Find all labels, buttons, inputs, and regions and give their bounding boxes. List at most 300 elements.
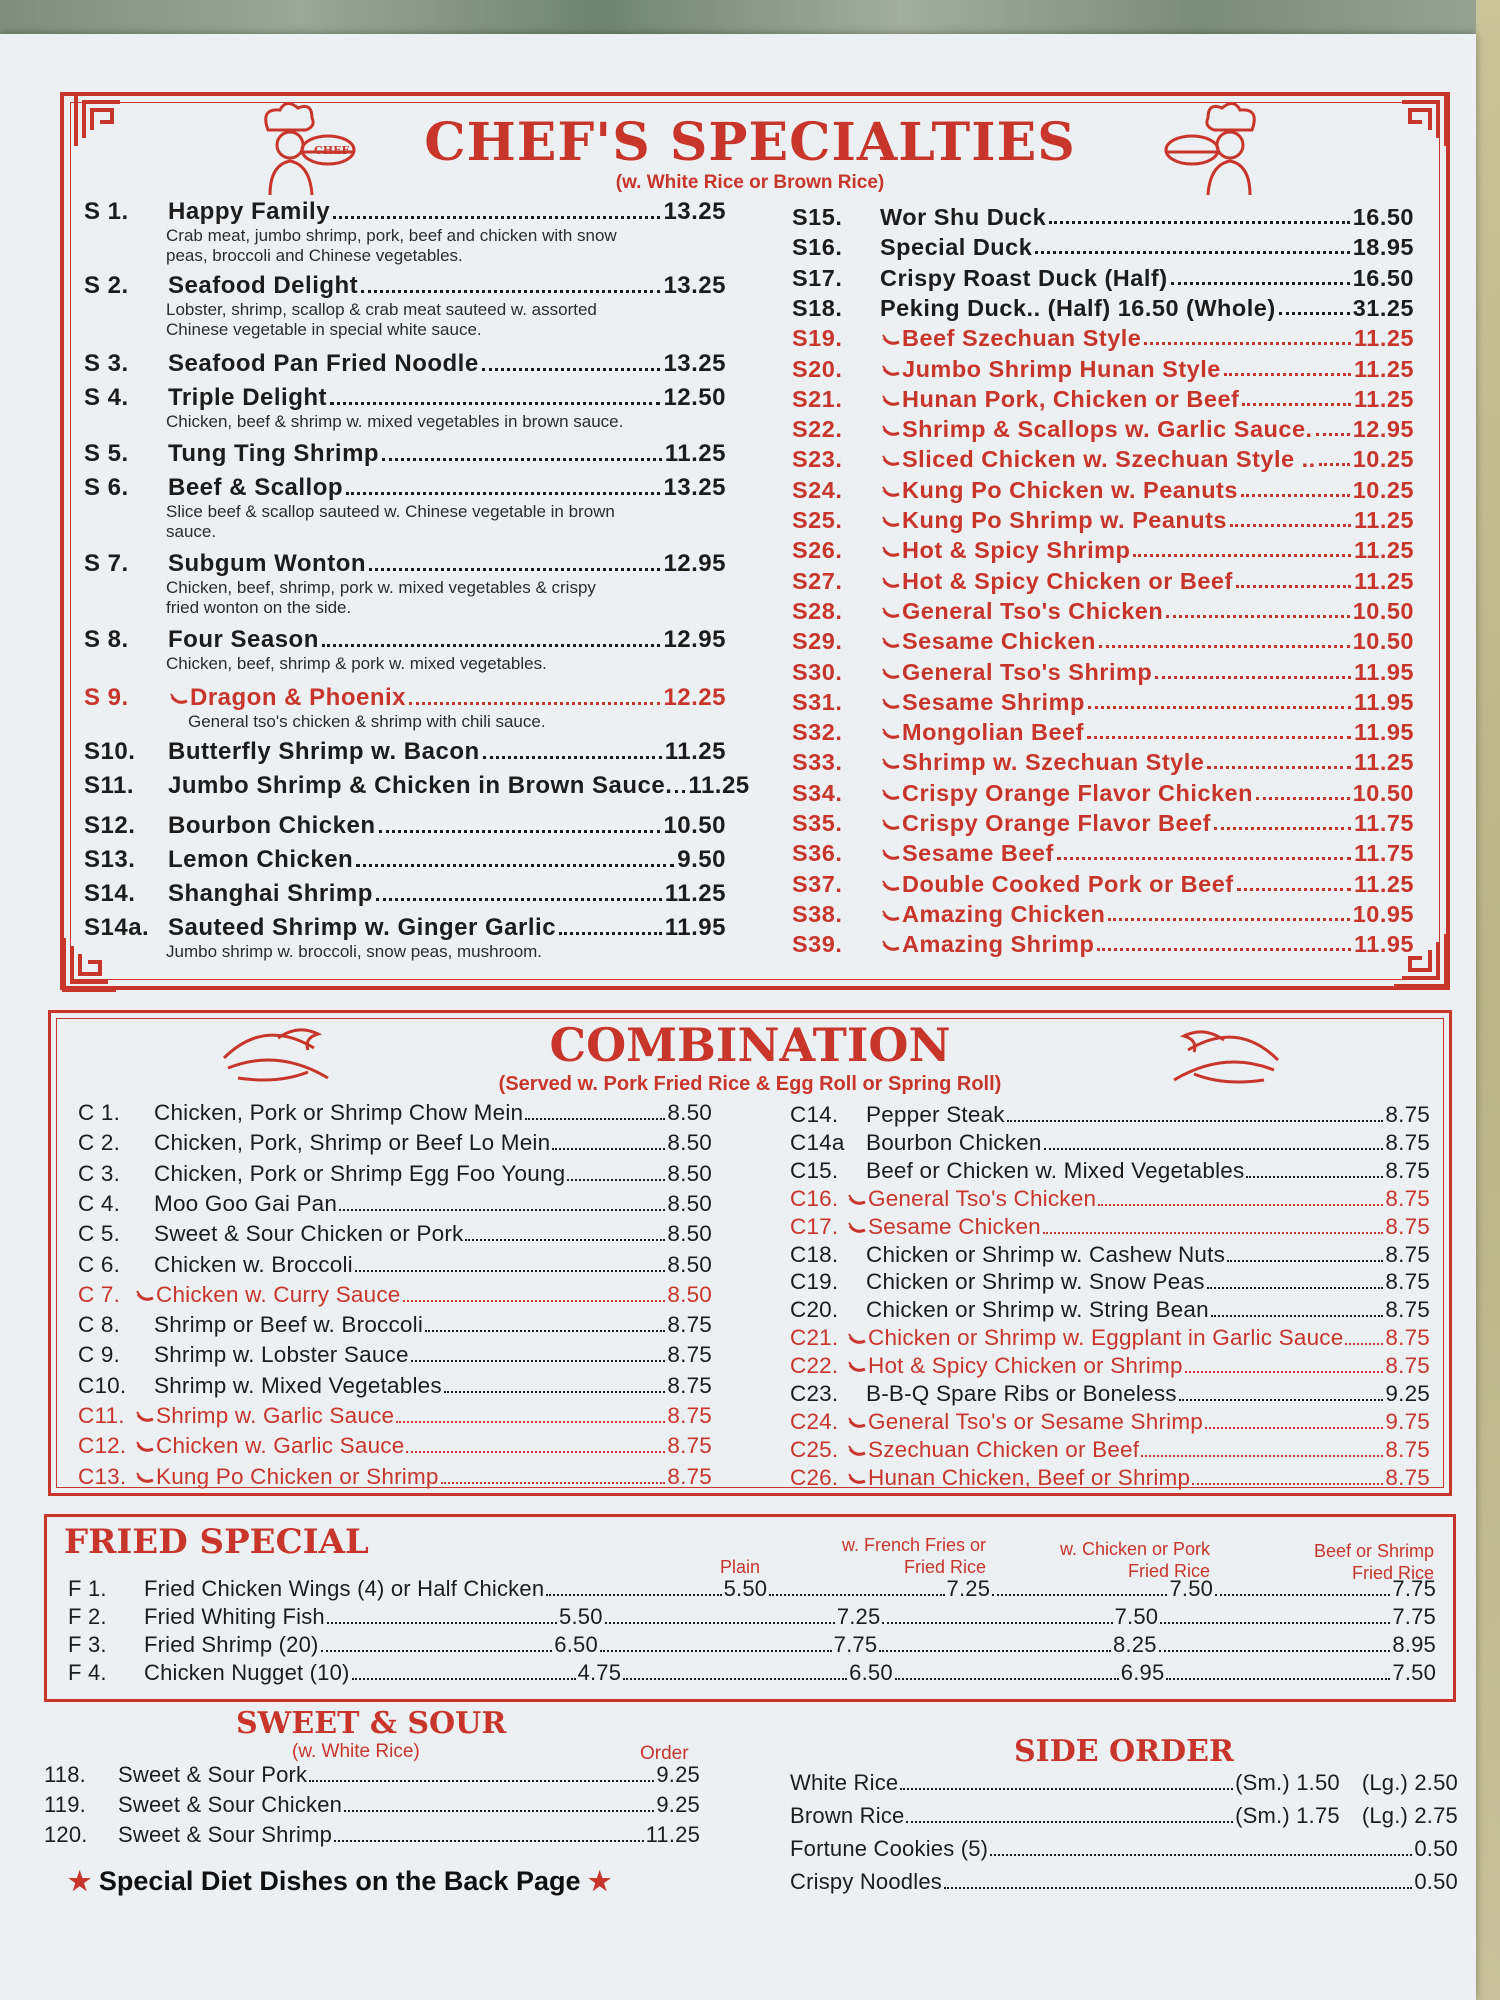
sweet-sour-row bbox=[44, 1762, 700, 1788]
item-number: S30. bbox=[792, 658, 843, 685]
item-description: Chinese vegetable in special white sauce. bbox=[166, 320, 482, 339]
item-name: Kung Po Chicken or Shrimp bbox=[156, 1463, 439, 1489]
specialty-row bbox=[84, 684, 726, 712]
hot-pepper-icon bbox=[882, 668, 900, 680]
item-price: 10.50 bbox=[663, 812, 726, 839]
specialty-item bbox=[792, 840, 1414, 867]
item-name: Hot & Spicy Chicken or Shrimp bbox=[868, 1353, 1183, 1379]
item-number: C16. bbox=[790, 1185, 839, 1211]
item-price: 8.75 bbox=[1385, 1213, 1430, 1239]
item-description: General tso's chicken & shrimp with chili sauce. bbox=[188, 712, 546, 731]
item-price: 9.75 bbox=[1385, 1408, 1430, 1434]
item-price: 8.50 bbox=[667, 1130, 712, 1156]
item-price: 11.25 bbox=[664, 880, 726, 907]
item-number: S 6. bbox=[84, 474, 129, 501]
dot-leader bbox=[992, 1594, 1167, 1596]
specialty-item bbox=[792, 659, 1414, 686]
fried-price: 4.75 bbox=[577, 1660, 622, 1685]
item-number: C18. bbox=[790, 1241, 839, 1267]
item-name: Chicken or Shrimp w. Eggplant in Garlic Sauce bbox=[868, 1325, 1344, 1351]
item-name: Kung Po Shrimp w. Peanuts bbox=[902, 507, 1227, 533]
item-number: S11. bbox=[84, 772, 135, 799]
combination-item bbox=[78, 1433, 712, 1459]
fried-special-title: FRIED SPECIAL bbox=[64, 1522, 369, 1562]
dot-leader bbox=[403, 1300, 666, 1302]
combination-row bbox=[78, 1433, 712, 1459]
specialty-item bbox=[792, 416, 1414, 443]
item-name: Subgum Wonton bbox=[168, 550, 367, 577]
specialty-item bbox=[792, 901, 1414, 928]
item-number: F 2. bbox=[68, 1604, 107, 1629]
item-number: C 5. bbox=[78, 1221, 121, 1247]
fried-price: 7.75 bbox=[1392, 1604, 1436, 1629]
item-number: C20. bbox=[790, 1297, 839, 1323]
item-name: Tung Ting Shrimp bbox=[168, 440, 380, 467]
special-diet-text: Special Diet Dishes on the Back Page bbox=[98, 1866, 581, 1896]
specialty-row bbox=[84, 626, 726, 654]
specialty-item bbox=[792, 537, 1414, 564]
item-name: Shrimp or Beef w. Broccoli bbox=[154, 1312, 424, 1338]
item-name: General Tso's or Sesame Shrimp bbox=[868, 1408, 1204, 1434]
specialty-row bbox=[792, 871, 1414, 898]
item-name: Kung Po Chicken w. Peanuts bbox=[902, 476, 1238, 503]
item-price: 13.25 bbox=[663, 474, 726, 501]
dot-leader bbox=[1224, 373, 1351, 376]
item-number: 118. bbox=[44, 1762, 86, 1787]
item-price: 8.50 bbox=[667, 1221, 712, 1247]
fried-price: 7.25 bbox=[946, 1576, 991, 1601]
specialty-item bbox=[84, 738, 726, 766]
item-price: 8.75 bbox=[667, 1433, 712, 1459]
item-name: Chicken, Pork or Shrimp Chow Mein bbox=[154, 1100, 524, 1125]
specialty-item bbox=[84, 198, 726, 266]
dot-leader bbox=[1215, 1594, 1390, 1596]
dot-leader bbox=[1256, 797, 1350, 800]
item-price: 11.75 bbox=[1353, 810, 1414, 836]
fried-price: 7.50 bbox=[1169, 1576, 1214, 1601]
item-number: C10. bbox=[78, 1372, 127, 1398]
dot-leader bbox=[1108, 918, 1349, 921]
star-icon: ★ bbox=[68, 1866, 92, 1896]
item-price: 11.25 bbox=[1353, 537, 1414, 564]
specialty-row bbox=[84, 350, 726, 378]
item-price: 8.75 bbox=[1385, 1129, 1430, 1155]
side-order-row bbox=[790, 1869, 1458, 1895]
combination-item bbox=[78, 1464, 712, 1490]
item-number: S20. bbox=[792, 355, 843, 382]
svg-text:CHEF: CHEF bbox=[314, 144, 350, 157]
specialty-row bbox=[792, 659, 1414, 686]
fried-header-chicken-pork: w. Chicken or Pork Fried Rice bbox=[1059, 1539, 1210, 1581]
hot-pepper-icon bbox=[882, 365, 900, 377]
dot-leader bbox=[1242, 403, 1351, 406]
specialty-item bbox=[84, 440, 726, 468]
specialty-item bbox=[792, 689, 1414, 716]
item-price: 8.50 bbox=[667, 1251, 712, 1277]
hot-pepper-icon bbox=[882, 546, 900, 558]
dot-leader bbox=[327, 1622, 557, 1624]
item-number: S31. bbox=[792, 688, 843, 715]
item-number: C12. bbox=[78, 1433, 127, 1459]
dot-leader bbox=[1246, 1176, 1383, 1178]
item-number: S22. bbox=[792, 416, 843, 443]
specialty-item bbox=[84, 350, 726, 378]
specialty-item bbox=[84, 626, 726, 674]
item-price: 11.25 bbox=[1353, 567, 1414, 594]
item-price: 0.50 bbox=[1414, 1836, 1458, 1861]
dot-leader bbox=[355, 1270, 666, 1272]
specialty-item bbox=[84, 384, 726, 432]
combination-item bbox=[78, 1100, 712, 1126]
item-name: Seafood Pan Fried Noodle bbox=[168, 350, 479, 377]
item-number: F 4. bbox=[68, 1660, 107, 1685]
combination-item bbox=[790, 1158, 1430, 1184]
fried-price: 7.50 bbox=[1392, 1660, 1437, 1685]
sweet-sour-row bbox=[44, 1792, 700, 1818]
specialty-item bbox=[792, 628, 1414, 655]
item-number: S37. bbox=[792, 870, 843, 897]
item-name: Sesame Chicken bbox=[902, 628, 1096, 655]
fried-price: 7.50 bbox=[1114, 1604, 1159, 1629]
item-number: 119. bbox=[44, 1792, 86, 1817]
dot-leader bbox=[1141, 1455, 1383, 1457]
item-name: Crispy Orange Flavor Beef bbox=[902, 810, 1211, 836]
item-number: C 1. bbox=[78, 1100, 121, 1125]
dot-leader bbox=[382, 458, 662, 461]
large-price: (Lg.) 2.50 bbox=[1361, 1770, 1458, 1795]
specialty-row bbox=[792, 689, 1414, 716]
specialty-row bbox=[792, 204, 1414, 231]
item-number: S29. bbox=[792, 628, 843, 655]
item-name: Hot & Spicy Chicken or Beef bbox=[902, 567, 1233, 594]
specialty-row bbox=[792, 386, 1414, 413]
item-price: 10.25 bbox=[1352, 446, 1414, 473]
hot-pepper-icon bbox=[882, 425, 900, 437]
item-name: Sweet & Sour Chicken bbox=[118, 1792, 343, 1817]
dot-leader bbox=[1207, 766, 1351, 769]
item-price: 8.75 bbox=[667, 1463, 712, 1489]
item-name: Hot & Spicy Shrimp bbox=[902, 537, 1131, 564]
specialty-row bbox=[84, 440, 726, 468]
dot-leader bbox=[1227, 1260, 1383, 1262]
fried-price: 8.95 bbox=[1392, 1632, 1436, 1657]
side-order-row bbox=[790, 1836, 1458, 1862]
dot-leader bbox=[1035, 251, 1349, 254]
specialty-row bbox=[792, 477, 1414, 504]
side-order-row bbox=[790, 1770, 1458, 1796]
item-number: C21. bbox=[790, 1325, 839, 1351]
item-name: Triple Delight bbox=[168, 384, 328, 411]
item-price: 8.75 bbox=[1385, 1157, 1430, 1183]
dot-leader bbox=[1207, 1287, 1384, 1289]
item-name: Fortune Cookies (5) bbox=[790, 1836, 989, 1861]
combination-row bbox=[790, 1186, 1430, 1212]
item-price: 11.25 bbox=[1353, 870, 1414, 897]
item-number: C19. bbox=[790, 1269, 839, 1295]
item-name: Sweet & Sour Pork bbox=[118, 1762, 308, 1787]
item-number: S25. bbox=[792, 507, 843, 533]
dot-leader bbox=[339, 1209, 665, 1211]
item-name: Crispy Orange Flavor Chicken bbox=[902, 779, 1253, 806]
item-name: Lemon Chicken bbox=[168, 846, 354, 873]
item-price: 8.75 bbox=[1385, 1185, 1430, 1211]
item-name: Amazing Chicken bbox=[902, 900, 1106, 927]
item-number: C14. bbox=[790, 1102, 839, 1127]
combination-item bbox=[78, 1130, 712, 1156]
hot-pepper-icon bbox=[882, 395, 900, 407]
item-price: 12.50 bbox=[663, 384, 726, 411]
specialty-item bbox=[84, 684, 726, 732]
hot-pepper-icon bbox=[848, 1194, 866, 1206]
combination-title: COMBINATION bbox=[549, 1018, 951, 1072]
sweet-sour-row bbox=[44, 1822, 700, 1848]
item-name: Double Cooked Pork or Beef bbox=[902, 870, 1234, 897]
dot-leader bbox=[1049, 221, 1350, 224]
item-name: Hunan Chicken, Beef or Shrimp bbox=[868, 1464, 1191, 1490]
dot-leader bbox=[1166, 1678, 1390, 1680]
item-price: 8.50 bbox=[667, 1100, 712, 1125]
specialty-item bbox=[792, 719, 1414, 746]
item-price: 12.25 bbox=[663, 684, 726, 711]
item-number: C 3. bbox=[78, 1160, 121, 1186]
item-number: S13. bbox=[84, 846, 136, 873]
combination-item bbox=[78, 1191, 712, 1217]
item-price: 13.25 bbox=[663, 272, 726, 299]
dot-leader bbox=[361, 290, 660, 293]
specialty-row bbox=[84, 384, 726, 412]
item-number: S 5. bbox=[84, 440, 129, 467]
dot-leader bbox=[1043, 1232, 1384, 1234]
item-name: Chicken Nugget (10) bbox=[144, 1660, 350, 1685]
item-price: 8.50 bbox=[667, 1281, 712, 1307]
dot-leader bbox=[1211, 1315, 1384, 1317]
combination-item bbox=[790, 1465, 1430, 1491]
item-price: 11.95 bbox=[1353, 658, 1414, 685]
item-number: C26. bbox=[790, 1464, 839, 1490]
item-price: 11.25 bbox=[1353, 325, 1414, 352]
item-name: Sweet & Sour Chicken or Pork bbox=[154, 1221, 464, 1247]
specialty-item bbox=[792, 780, 1414, 807]
item-number: C13. bbox=[78, 1463, 127, 1489]
dot-leader bbox=[1241, 494, 1350, 497]
star-icon: ★ bbox=[588, 1866, 612, 1896]
item-price: 16.50 bbox=[1352, 204, 1414, 230]
specialty-row bbox=[792, 628, 1414, 655]
item-number: C17. bbox=[790, 1213, 839, 1239]
specialty-row bbox=[792, 901, 1414, 928]
dot-leader bbox=[1185, 1371, 1384, 1373]
item-name: Beef & Scallop bbox=[168, 474, 344, 501]
specialty-item bbox=[84, 474, 726, 542]
combination-item bbox=[78, 1403, 712, 1429]
item-price: 11.25 bbox=[688, 772, 750, 799]
item-name: Wor Shu Duck bbox=[880, 204, 1047, 230]
item-number: S35. bbox=[792, 810, 843, 836]
item-number: S10. bbox=[84, 738, 136, 765]
hot-pepper-icon bbox=[848, 1445, 866, 1457]
fried-price: 7.75 bbox=[1392, 1576, 1437, 1601]
dot-leader bbox=[1155, 676, 1351, 679]
large-price: (Lg.) 2.75 bbox=[1361, 1803, 1458, 1828]
item-name: Shrimp w. Mixed Vegetables bbox=[154, 1372, 442, 1398]
fried-row bbox=[68, 1576, 1436, 1602]
item-description: peas, broccoli and Chinese vegetables. bbox=[166, 246, 463, 265]
item-price: 8.75 bbox=[1385, 1297, 1430, 1323]
combination-item bbox=[790, 1102, 1430, 1128]
dot-leader bbox=[1166, 615, 1350, 618]
dot-leader bbox=[1160, 1622, 1390, 1624]
item-name: Sesame Beef bbox=[902, 840, 1054, 867]
item-name: Sweet & Sour Shrimp bbox=[118, 1822, 333, 1847]
dot-leader bbox=[406, 1451, 665, 1453]
dot-leader bbox=[376, 898, 662, 901]
specialty-item bbox=[792, 568, 1414, 595]
item-name: Dragon & Phoenix bbox=[190, 684, 407, 711]
item-price: 11.95 bbox=[664, 914, 726, 941]
item-price: 8.50 bbox=[667, 1190, 712, 1216]
dot-leader bbox=[605, 1622, 835, 1624]
combination-item bbox=[790, 1325, 1430, 1351]
item-number: S21. bbox=[792, 385, 843, 412]
item-price: 10.95 bbox=[1352, 900, 1414, 927]
item-name: B-B-Q Spare Ribs or Boneless bbox=[866, 1381, 1177, 1406]
item-price: 11.95 bbox=[1353, 688, 1414, 715]
item-number: S36. bbox=[792, 840, 843, 867]
dot-leader bbox=[879, 1650, 1111, 1652]
dot-leader bbox=[482, 368, 661, 371]
specialty-item bbox=[792, 810, 1414, 837]
item-name: Chicken or Shrimp w. String Bean bbox=[866, 1297, 1209, 1323]
item-name: Shanghai Shrimp bbox=[168, 880, 373, 907]
item-price: 8.75 bbox=[667, 1403, 712, 1428]
dot-leader bbox=[344, 1810, 654, 1812]
item-number: S39. bbox=[792, 931, 843, 958]
specialty-row bbox=[84, 914, 726, 942]
item-price: 12.95 bbox=[663, 626, 726, 653]
item-name: Chicken w. Garlic Sauce bbox=[156, 1433, 405, 1459]
item-price: 8.75 bbox=[1385, 1102, 1430, 1127]
item-price: 11.95 bbox=[1353, 931, 1414, 958]
specialty-item bbox=[792, 871, 1414, 898]
item-name: Seafood Delight bbox=[168, 272, 359, 299]
sweet-sour-subtitle: (w. White Rice) bbox=[292, 1741, 420, 1762]
item-description: Chicken, beef & shrimp w. mixed vegetables in brown sauce. bbox=[166, 412, 624, 431]
combination-row bbox=[790, 1158, 1430, 1184]
dot-leader bbox=[409, 702, 660, 705]
item-price: 8.75 bbox=[1385, 1325, 1430, 1351]
hot-pepper-icon bbox=[882, 455, 900, 467]
specialty-item bbox=[792, 598, 1414, 625]
item-price: 31.25 bbox=[1352, 294, 1414, 321]
specialty-row bbox=[792, 719, 1414, 746]
item-price: 18.95 bbox=[1352, 234, 1414, 261]
item-price: 11.75 bbox=[1353, 840, 1414, 867]
item-number: C 8. bbox=[78, 1312, 121, 1338]
item-number: S28. bbox=[792, 597, 843, 624]
specialty-row bbox=[84, 198, 726, 226]
combination-row bbox=[78, 1161, 712, 1187]
specialty-row bbox=[84, 846, 726, 874]
item-price: 8.50 bbox=[667, 1160, 712, 1186]
item-number: C 2. bbox=[78, 1130, 121, 1156]
specialty-item bbox=[792, 507, 1414, 534]
item-number: S 7. bbox=[84, 550, 129, 577]
dot-leader bbox=[379, 830, 661, 833]
hot-pepper-icon bbox=[882, 880, 900, 892]
specialty-item bbox=[84, 812, 726, 840]
combination-row bbox=[790, 1214, 1430, 1240]
item-number: C22. bbox=[790, 1353, 839, 1379]
combination-row bbox=[78, 1191, 712, 1217]
dot-leader bbox=[321, 1650, 553, 1652]
specialty-item bbox=[792, 446, 1414, 473]
item-name: Sesame Chicken bbox=[868, 1213, 1041, 1239]
specialty-row bbox=[792, 780, 1414, 807]
item-price: 11.25 bbox=[1353, 385, 1414, 412]
specialty-row bbox=[792, 325, 1414, 352]
side-order-title: SIDE ORDER bbox=[1014, 1734, 1234, 1769]
item-name: Brown Rice bbox=[790, 1803, 905, 1828]
item-name: Beef or Chicken w. Mixed Vegetables bbox=[866, 1157, 1245, 1183]
specialty-item bbox=[84, 914, 726, 962]
item-description: Crab meat, jumbo shrimp, pork, beef and chicken with snow bbox=[166, 226, 617, 245]
combination-item bbox=[790, 1269, 1430, 1295]
specialty-row bbox=[792, 840, 1414, 867]
dot-leader bbox=[1319, 463, 1350, 466]
item-price: 0.50 bbox=[1414, 1869, 1458, 1894]
item-number: S14. bbox=[84, 880, 136, 907]
specialty-row bbox=[84, 474, 726, 502]
dot-leader bbox=[623, 1678, 847, 1680]
specialty-row bbox=[792, 568, 1414, 595]
hot-pepper-icon bbox=[882, 486, 900, 498]
hot-pepper-icon bbox=[882, 637, 900, 649]
dot-leader bbox=[1279, 312, 1350, 315]
item-number: C11. bbox=[78, 1403, 125, 1428]
specialty-item bbox=[792, 356, 1414, 383]
dot-leader bbox=[1214, 827, 1351, 830]
item-price: 11.25 bbox=[664, 440, 726, 467]
dot-leader bbox=[895, 1678, 1119, 1680]
combination-item bbox=[78, 1221, 712, 1247]
combination-item bbox=[790, 1437, 1430, 1463]
specialty-item bbox=[792, 749, 1414, 776]
item-name: Beef Szechuan Style bbox=[902, 325, 1142, 352]
combination-row bbox=[78, 1342, 712, 1368]
combination-row bbox=[78, 1100, 712, 1126]
item-price: 9.25 bbox=[656, 1792, 700, 1817]
item-name: Chicken w. Broccoli bbox=[154, 1251, 353, 1277]
fried-price: 6.50 bbox=[554, 1632, 598, 1657]
combination-row bbox=[78, 1221, 712, 1247]
item-name: Four Season bbox=[168, 626, 319, 653]
item-number: F 1. bbox=[68, 1576, 107, 1601]
item-price: 10.50 bbox=[1352, 597, 1414, 624]
hot-pepper-icon bbox=[848, 1361, 866, 1373]
specialties-title: CHEF'S SPECIALTIES bbox=[424, 112, 1076, 173]
item-name: Chicken, Pork, Shrimp or Beef Lo Mein bbox=[154, 1130, 551, 1156]
dot-leader bbox=[769, 1594, 944, 1596]
item-number: C 9. bbox=[78, 1342, 121, 1368]
combination-row bbox=[78, 1373, 712, 1399]
item-price: 8.75 bbox=[667, 1342, 712, 1368]
item-price: 8.75 bbox=[1385, 1436, 1430, 1462]
specialty-row bbox=[792, 234, 1414, 261]
combination-item bbox=[790, 1242, 1430, 1268]
specialty-item bbox=[792, 204, 1414, 231]
item-number: S 3. bbox=[84, 350, 129, 377]
hot-pepper-icon bbox=[882, 910, 900, 922]
